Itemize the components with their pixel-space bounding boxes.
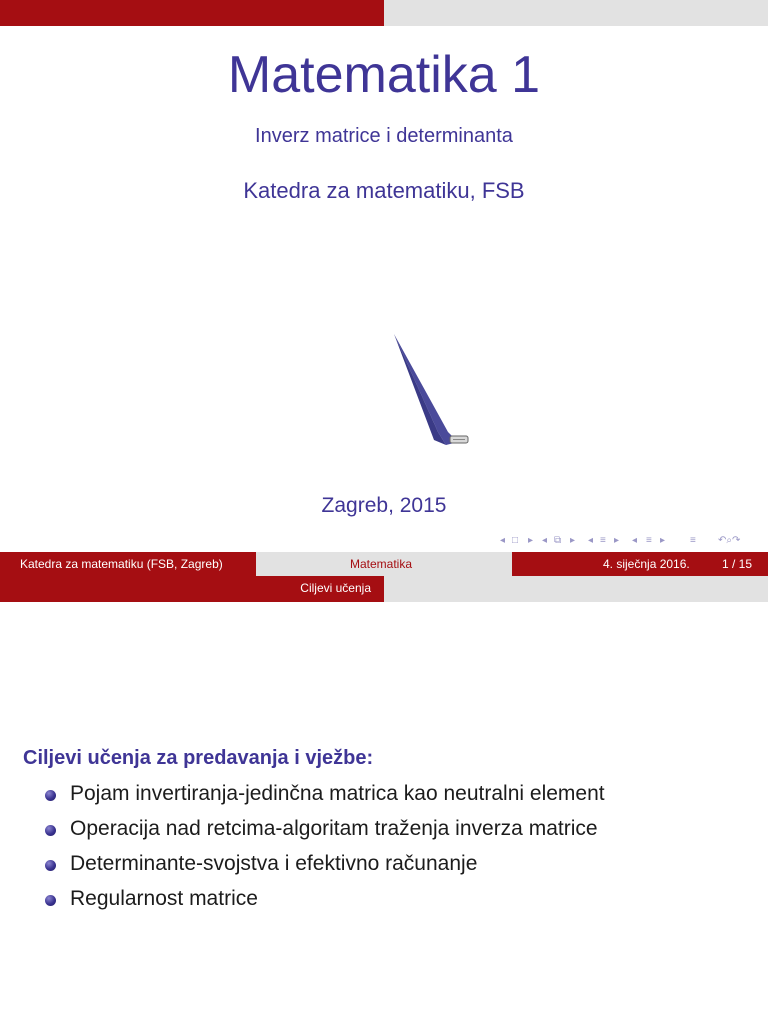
list-item (40, 817, 605, 852)
top-bar-grey (384, 0, 768, 26)
nav-next-frame-icon[interactable]: ▸ (528, 535, 534, 546)
section-bar (0, 576, 768, 602)
footer-author-text: Katedra za matematiku (FSB, Zagreb) (20, 557, 223, 571)
footer-page-number: 1 / 15 (722, 557, 753, 571)
nav-prev-subsection-icon[interactable]: ◂ (542, 535, 548, 546)
nav-frame-box-icon[interactable]: □ (512, 535, 519, 546)
nav-next-subsection-icon[interactable]: ▸ (570, 535, 576, 546)
footer-info (512, 552, 768, 576)
list-item (40, 887, 605, 922)
bullet-icon (45, 860, 56, 871)
bullet-icon (45, 825, 56, 836)
list-item-text: Pojam invertiranja-jedinčna matrica kao neutralni element (70, 782, 605, 805)
goals-list (40, 782, 605, 922)
list-item-text: Operacija nad retcima-algoritam traženja inverza matrice (70, 817, 598, 840)
list-item-text: Regularnost matrice (70, 887, 258, 910)
institute: Katedra za matematiku, FSB (243, 178, 525, 203)
footer-title-text: Matematika (350, 557, 413, 571)
section-bar-grey (384, 576, 768, 602)
nav-prev-section-icon[interactable]: ◂ (588, 535, 594, 546)
nav-prev-part-icon[interactable]: ◂ (632, 535, 638, 546)
section-title-text: Ciljevi učenja (300, 581, 371, 595)
subtitle: Inverz matrice i determinanta (255, 125, 513, 147)
nav-prev-frame-icon[interactable]: ◂ (500, 535, 506, 546)
footer-title (256, 552, 512, 576)
bullet-icon (45, 790, 56, 801)
nav-align-icon[interactable]: ≡ (690, 535, 696, 546)
section-title (0, 581, 384, 595)
nav-next-section-icon[interactable]: ▸ (614, 535, 620, 546)
block-title: Ciljevi učenja za predavanja i vježbe: (23, 747, 374, 769)
list-item-text: Determinante-svojstva i efektivno računanje (70, 852, 478, 875)
list-item (40, 782, 605, 817)
presentation-date: Zagreb, 2015 (321, 494, 447, 517)
page-title: Matematika 1 (227, 46, 541, 104)
top-bar (0, 0, 768, 26)
nav-part-icon[interactable]: ≡ (646, 535, 652, 546)
nav-section-icon[interactable]: ≡ (600, 535, 606, 546)
pen-nib-logo (388, 332, 478, 450)
nav-subsection-icon[interactable]: ⧉ (554, 535, 562, 546)
nav-next-part-icon[interactable]: ▸ (660, 535, 666, 546)
nav-search-icon[interactable]: ↶⌕↷ (718, 535, 741, 546)
navigation-symbols (500, 535, 765, 549)
footer-date: 4. siječnja 2016. (603, 557, 690, 571)
bullet-icon (45, 895, 56, 906)
list-item (40, 852, 605, 887)
footer (0, 552, 768, 576)
footer-author (0, 552, 256, 576)
top-bar-red (0, 0, 384, 26)
slide-learning-goals (0, 576, 768, 1024)
